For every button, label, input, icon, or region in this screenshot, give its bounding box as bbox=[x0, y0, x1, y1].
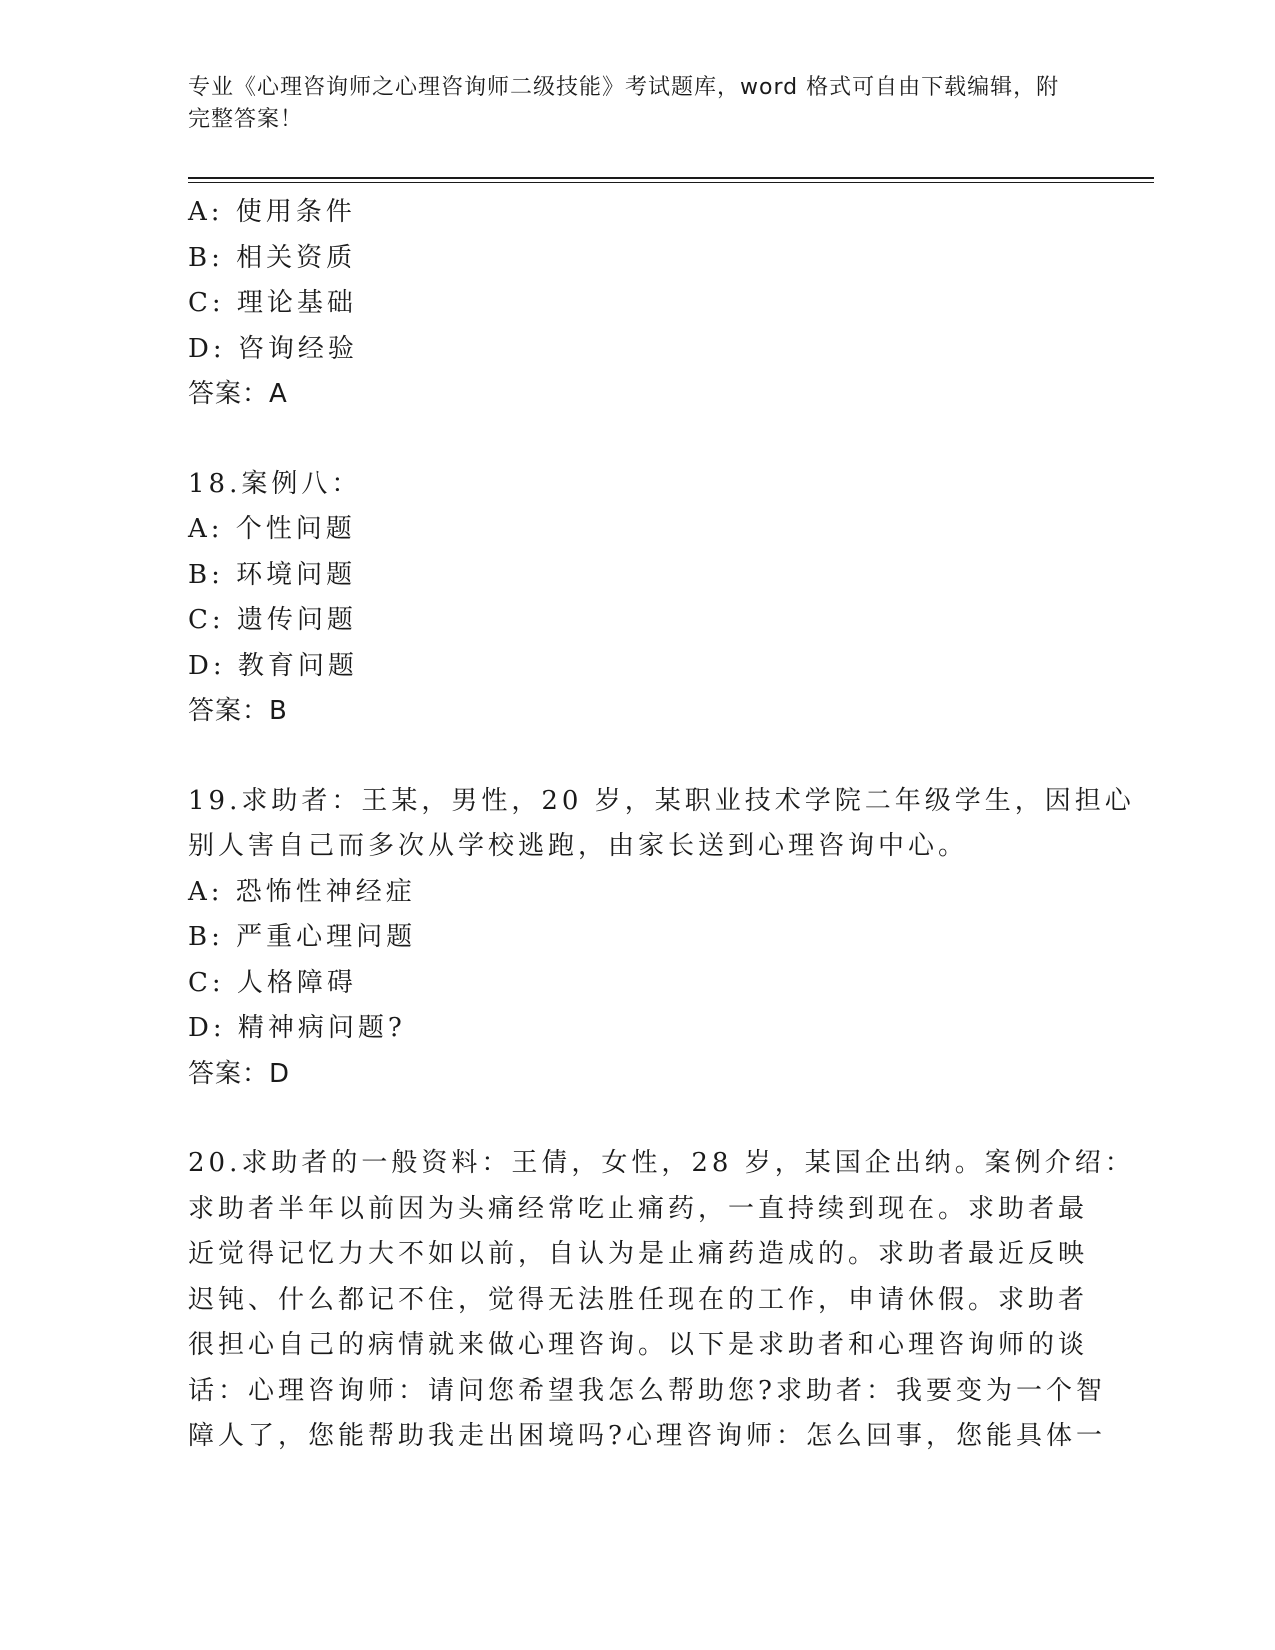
question-stem-line: 近觉得记忆力大不如以前，自认为是止痛药造成的。求助者最近反映 bbox=[188, 1239, 1089, 1269]
page-header-title: 专业《心理咨询师之心理咨询师二级技能》考试题库，word 格式可自由下载编辑，附完整答案！ bbox=[188, 75, 1060, 132]
question-stem-line: 障人了，您能帮助我走出困境吗?心理咨询师：怎么回事，您能具体一 bbox=[188, 1421, 1106, 1451]
question-17-tail bbox=[188, 190, 1088, 418]
question-stem-line: 话：心理咨询师：请问您希望我怎么帮助您?求助者：我要变为一个智 bbox=[188, 1375, 1106, 1406]
header-divider-thick bbox=[188, 177, 1154, 179]
option-c: C: 人格障碍 bbox=[188, 967, 357, 998]
answer-line: 答案：B bbox=[188, 696, 288, 726]
question-stem-line: 别人害自己而多次从学校逃跑，由家长送到心理咨询中心。 bbox=[188, 831, 969, 861]
question-stem-line: 求助者半年以前因为头痛经常吃止痛药，一直持续到现在。求助者最 bbox=[188, 1193, 1089, 1224]
answer-line: 答案：A bbox=[188, 379, 288, 409]
option-c: C: 理论基础 bbox=[188, 288, 357, 318]
question-stem-line: 20.求助者的一般资料：王倩，女性，28 岁，某国企出纳。案例介绍： bbox=[188, 1148, 1135, 1178]
question-stem-line: 迟钝、什么都记不住，觉得无法胜任现在的工作，申请休假。求助者 bbox=[188, 1284, 1089, 1315]
option-d: D: 教育问题 bbox=[188, 650, 358, 681]
option-d: D: 咨询经验 bbox=[188, 333, 358, 364]
question-content bbox=[188, 190, 1135, 1460]
question-20 bbox=[188, 1141, 1135, 1460]
question-stem: 18.案例八： bbox=[188, 468, 362, 499]
option-d: D: 精神病问题? bbox=[188, 1013, 406, 1043]
header-divider-thin bbox=[188, 182, 1154, 183]
question-stem-line: 很担心自己的病情就来做心理咨询。以下是求助者和心理咨询师的谈 bbox=[188, 1330, 1089, 1360]
question-18 bbox=[188, 462, 1088, 735]
option-a: A: 使用条件 bbox=[188, 197, 356, 227]
question-stem-line: 19.求助者：王某，男性，20 岁，某职业技术学院二年级学生，因担心 bbox=[188, 785, 1135, 816]
option-b: B: 环境问题 bbox=[188, 559, 357, 590]
option-b: B: 相关资质 bbox=[188, 242, 357, 273]
option-b: B: 严重心理问题 bbox=[188, 922, 417, 952]
option-a: A: 恐怖性神经症 bbox=[188, 876, 416, 907]
option-a: A: 个性问题 bbox=[188, 514, 356, 544]
option-c: C: 遗传问题 bbox=[188, 605, 357, 635]
answer-line: 答案：D bbox=[188, 1058, 291, 1089]
question-19 bbox=[188, 779, 1135, 1098]
